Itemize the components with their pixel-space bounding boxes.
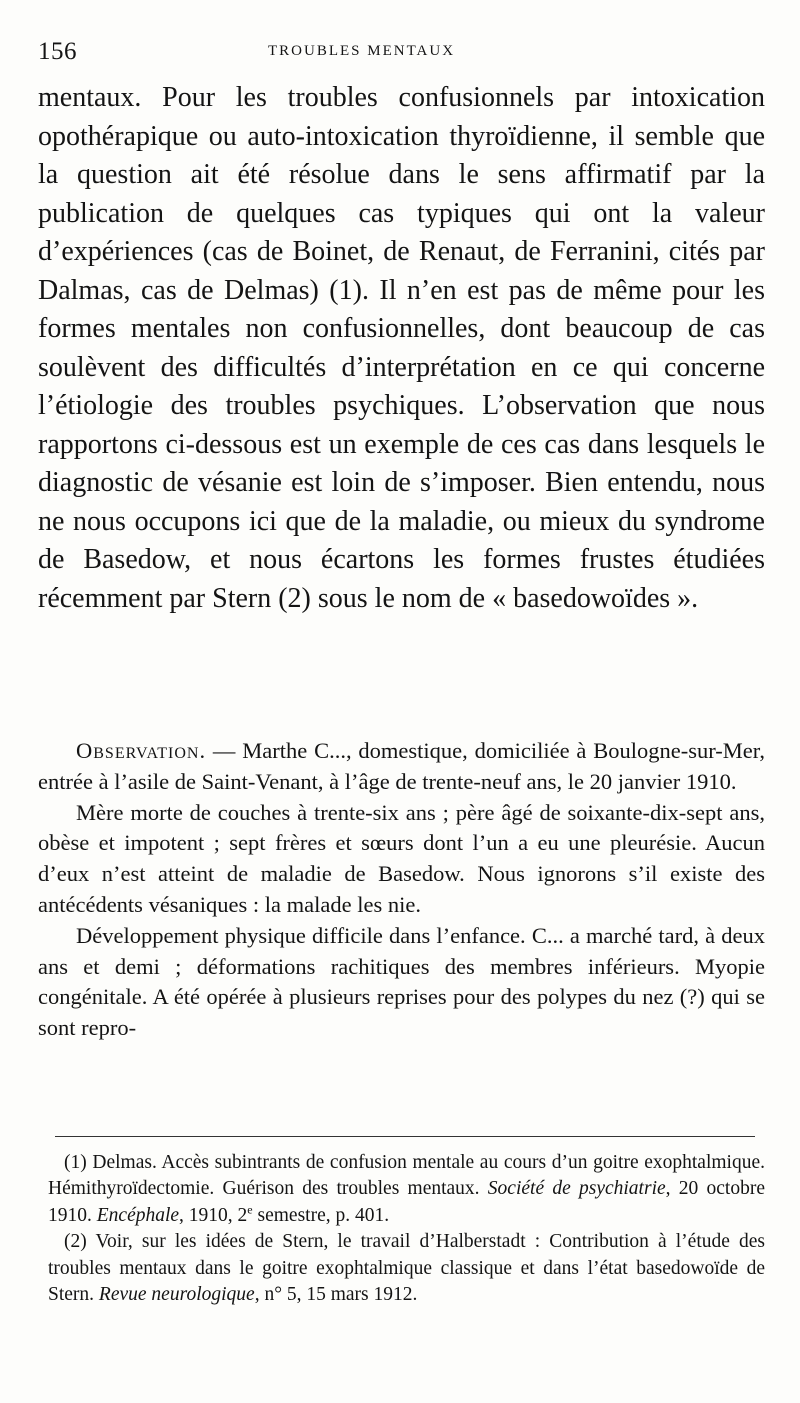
footnote-2-journal: Revue neurologique xyxy=(98,1284,255,1306)
observation-intro-text: — Marthe C..., domestique, domiciliée à Boulogne-sur-Mer, entrée à l’asile de Saint-Venant, à l’âge de trente-neuf ans, le 20 janvier 1910. xyxy=(38,738,765,794)
footnote-2 xyxy=(48,1229,765,1308)
observation-paragraph-2: Mère morte de couches à trente-six ans ; père âgé de soixante-dix-sept ans, obèse et impotent ; sept frères et sœurs dont l’un a eu une pleurésie. Aucun d’eux n’est atteint de maladie de Basedow. Nous ignorons s’il existe des antécédents vésaniques : la malade les nie. xyxy=(38,799,765,917)
main-paragraph-block xyxy=(38,79,765,618)
footnote-divider xyxy=(55,1136,755,1137)
observation-section xyxy=(38,736,765,1044)
observation-paragraph-1 xyxy=(38,736,765,798)
observation-heading: Observation. xyxy=(76,738,207,763)
footnote-1-suffix: semestre, p. 401. xyxy=(252,1204,390,1226)
running-title: TROUBLES MENTAUX xyxy=(268,43,456,59)
footnote-2-suffix: , n° 5, 15 mars 1912. xyxy=(254,1284,418,1306)
footnote-1-year: , 1910, 2 xyxy=(179,1204,248,1226)
footnote-1-superscript: e xyxy=(247,1202,253,1217)
footnote-1-journal-2: Encéphale xyxy=(96,1204,180,1226)
footnote-1-text: (1) Delmas. Accès subintrants de confusion mentale au cours d’un goitre exophtalmique. Hémithyroïdectomie. Guérison des troubles mentaux. xyxy=(48,1152,765,1200)
page-header xyxy=(38,38,768,68)
footnote-1 xyxy=(48,1150,765,1229)
footnote-1-journal: Société de psychiatrie xyxy=(487,1178,666,1200)
footnote-2-text: (2) Voir, sur les idées de Stern, le travail d’Halberstadt : Contribution à l’étude des troubles mentaux dans le goitre exophtalmique classique et dans l’état basedowoïde de Stern. xyxy=(48,1231,765,1306)
main-paragraph: mentaux. Pour les troubles confusionnels par intoxication opothérapique ou auto-intoxication thyroïdienne, il semble que la question ait été résolue dans le sens affirmatif par la publication de quelques cas typiques qui ont la valeur d’expériences (cas de Boinet, de Renaut, de Ferranini, cités par Dalmas, cas de Delmas) (1). Il n’en est pas de même pour les formes mentales non confusionnelles, dont beaucoup de cas soulèvent des difficultés d’interprétation en ce qui concerne l’étiologie des troubles psychiques. L’observation que nous rapportons ci-dessous est un exemple de ces cas dans lesquels le diagnostic de vésanie est loin de s’imposer. Bien entendu, nous ne nous occupons ici que de la maladie, ou mieux du syndrome de Basedow, et nous écartons les formes frustes étudiées récemment par Stern (2) sous le nom de « basedowoïdes ». xyxy=(38,82,765,614)
observation-paragraph-3: Développement physique difficile dans l’enfance. C... a marché tard, à deux ans et demi ; déformations rachitiques des membres inférieurs. Myopie congénitale. A été opérée à plusieurs reprises pour des polypes du nez (?) qui se sont repro- xyxy=(38,922,765,1041)
footnotes-section xyxy=(48,1150,765,1308)
footnote-1-date: , 20 octobre 1910. xyxy=(48,1178,765,1226)
page-number: 156 xyxy=(38,38,77,65)
